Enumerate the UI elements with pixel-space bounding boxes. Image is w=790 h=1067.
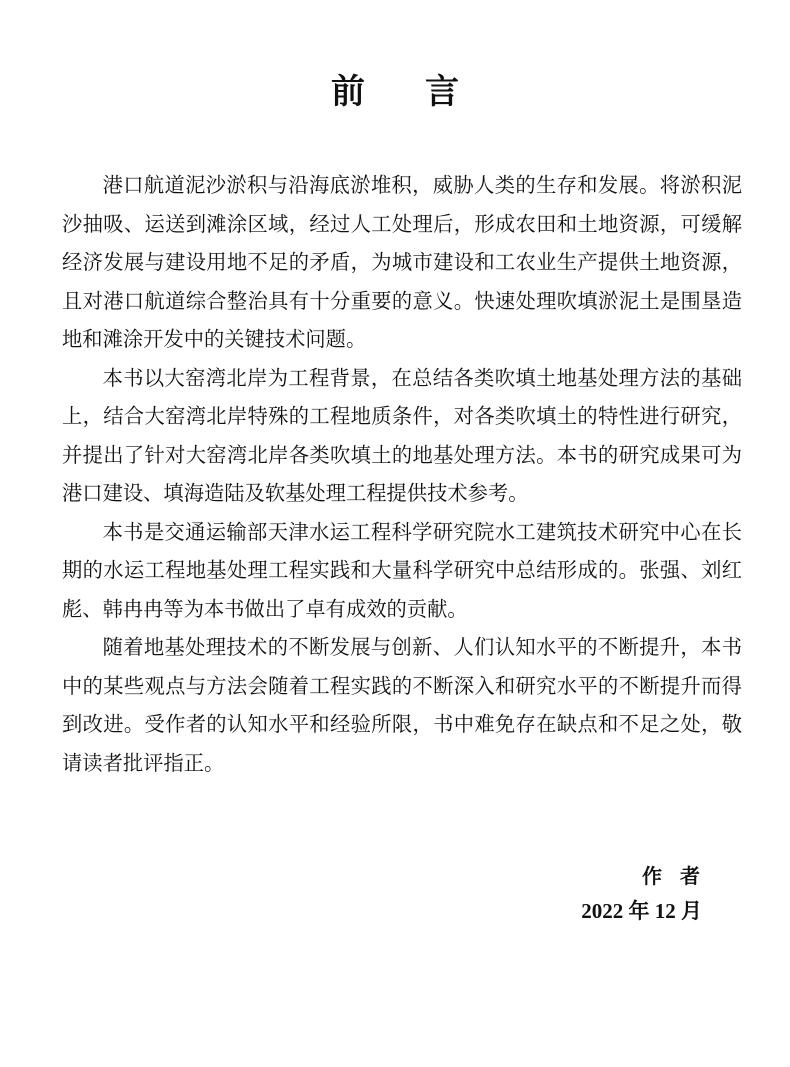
paragraph-1: 港口航道泥沙淤积与沿海底淤堆积，威胁人类的生存和发展。将淤积泥沙抽吸、运送到滩涂区域，经过人工处理后，形成农田和土地资源，可缓解经济发展与建设用地不足的矛盾，为城市建设和工农业生产提供土地资源，且对港口航道综合整治具有十分重要的意义。快速处理吹填淤泥土是围垦造地和滩涂开发中的关键技术问题。 xyxy=(62,173,742,351)
preface-body xyxy=(62,166,742,782)
signature-date: 2022 年 12 月 xyxy=(581,899,702,923)
paragraph-4: 随着地基处理技术的不断发展与创新、人们认知水平的不断提升，本书中的某些观点与方法会随着工程实践的不断深入和研究水平的不断提升而得到改进。受作者的认知水平和经验所限，书中难免存在缺点和不足之处，敬请读者批评指正。 xyxy=(62,635,742,775)
paragraph-2: 本书以大窑湾北岸为工程背景，在总结各类吹填土地基处理方法的基础上，结合大窑湾北岸特殊的工程地质条件，对各类吹填土的特性进行研究，并提出了针对大窑湾北岸各类吹填土的地基处理方法。本书的研究成果可为港口建设、填海造陆及软基处理工程提供技术参考。 xyxy=(62,365,742,505)
signature-author: 作者 xyxy=(642,864,718,888)
paragraph-3: 本书是交通运输部天津水运工程科学研究院水工建筑技术研究中心在长期的水运工程地基处理工程实践和大量科学研究中总结形成的。张强、刘红彪、韩冉冉等为本书做出了卓有成效的贡献。 xyxy=(62,519,742,621)
page-title: 前言 xyxy=(331,72,519,112)
